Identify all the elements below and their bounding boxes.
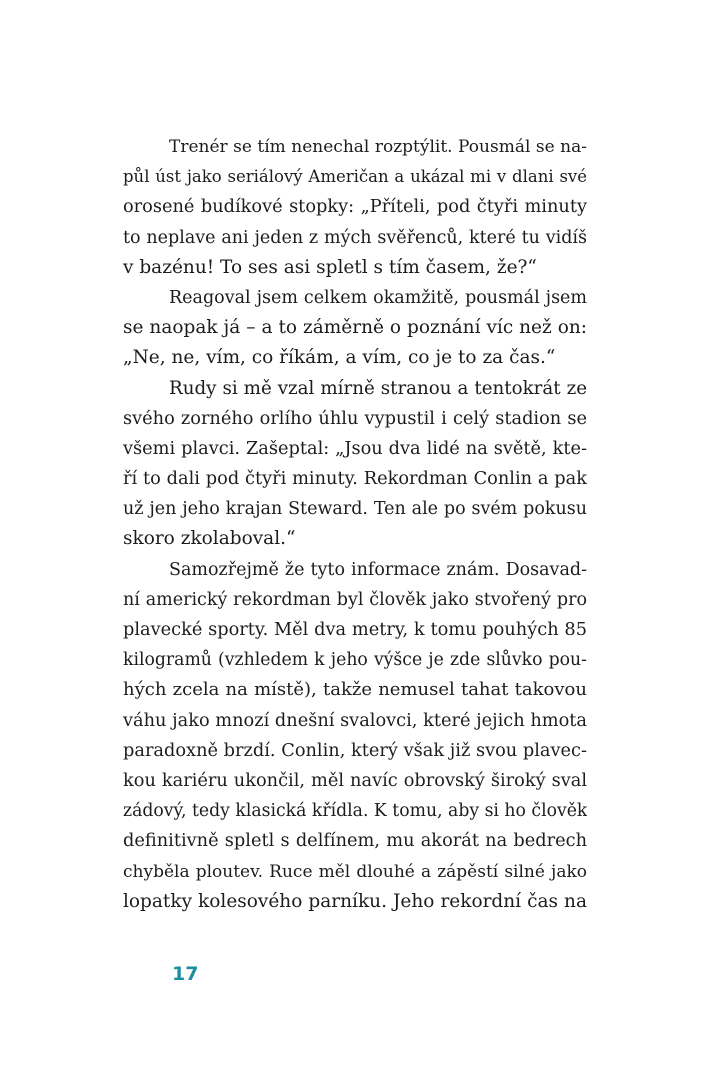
- text-line: skoro zkolaboval.“: [123, 528, 296, 550]
- text-line: ní americký rekordman byl člověk jako stvořený pro: [123, 589, 587, 610]
- text-line: to neplave ani jeden z mých svěřenců, které tu vidíš: [123, 227, 587, 248]
- body-text: [123, 132, 587, 917]
- text-line: orosené budíkové stopky: „Příteli, pod čtyři minuty: [123, 197, 587, 218]
- text-line: Reagoval jsem celkem okamžitě, pousmál jsem: [169, 287, 587, 308]
- text-line: váhu jako mnozí dnešní svalovci, které jejich hmota: [123, 710, 587, 731]
- text-line: hých zcela na místě), takže nemusel tahat takovou: [123, 679, 587, 701]
- text-line: kou kariéru ukončil, měl navíc obrovský široký sval: [123, 770, 587, 791]
- text-line: Trenér se tím nenechal rozptýlit. Pousmál se na-: [169, 137, 587, 157]
- text-line: zádový, tedy klasická křídla. K tomu, aby si ho člověk: [123, 801, 587, 822]
- text-line: v bazénu! To ses asi spletl s tím časem, že?“: [123, 256, 537, 278]
- text-line: se naopak já – a to záměrně o poznání víc než on:: [123, 317, 587, 339]
- text-line: ří to dali pod čtyři minuty. Rekordman Conlin a pak: [123, 469, 587, 490]
- text-line: paradoxně brzdí. Conlin, který však již svou plavec-: [123, 740, 587, 761]
- text-line: půl úst jako seriálový Američan a ukázal mi v dlani své: [123, 167, 587, 187]
- page-number: 17: [172, 963, 199, 985]
- text-line: Rudy si mě vzal mírně stranou a tentokrát ze: [169, 377, 587, 399]
- text-line: svého zorného orlího úhlu vypustil i celý stadion se: [123, 408, 587, 429]
- text-line: „Ne, ne, vím, co říkám, a vím, co je to za čas.“: [123, 347, 556, 369]
- text-line: kilogramů (vzhledem k jeho výšce je zde slůvko pou-: [123, 650, 587, 671]
- text-line: všemi plavci. Zašeptal: „Jsou dva lidé na světě, kte-: [123, 438, 587, 459]
- text-line: definitivně spletl s delfínem, mu akorát na bedrech: [123, 831, 587, 852]
- text-line: už jen jeho krajan Steward. Ten ale po svém pokusu: [123, 499, 587, 520]
- text-line: Samozřejmě že tyto informace znám. Dosavad-: [169, 559, 587, 580]
- text-line: plavecké sporty. Měl dva metry, k tomu pouhých 85: [123, 620, 587, 640]
- text-line: lopatky kolesového parníku. Jeho rekordní čas na: [123, 890, 587, 912]
- text-line: chyběla ploutev. Ruce měl dlouhé a zápěstí silné jako: [123, 861, 587, 882]
